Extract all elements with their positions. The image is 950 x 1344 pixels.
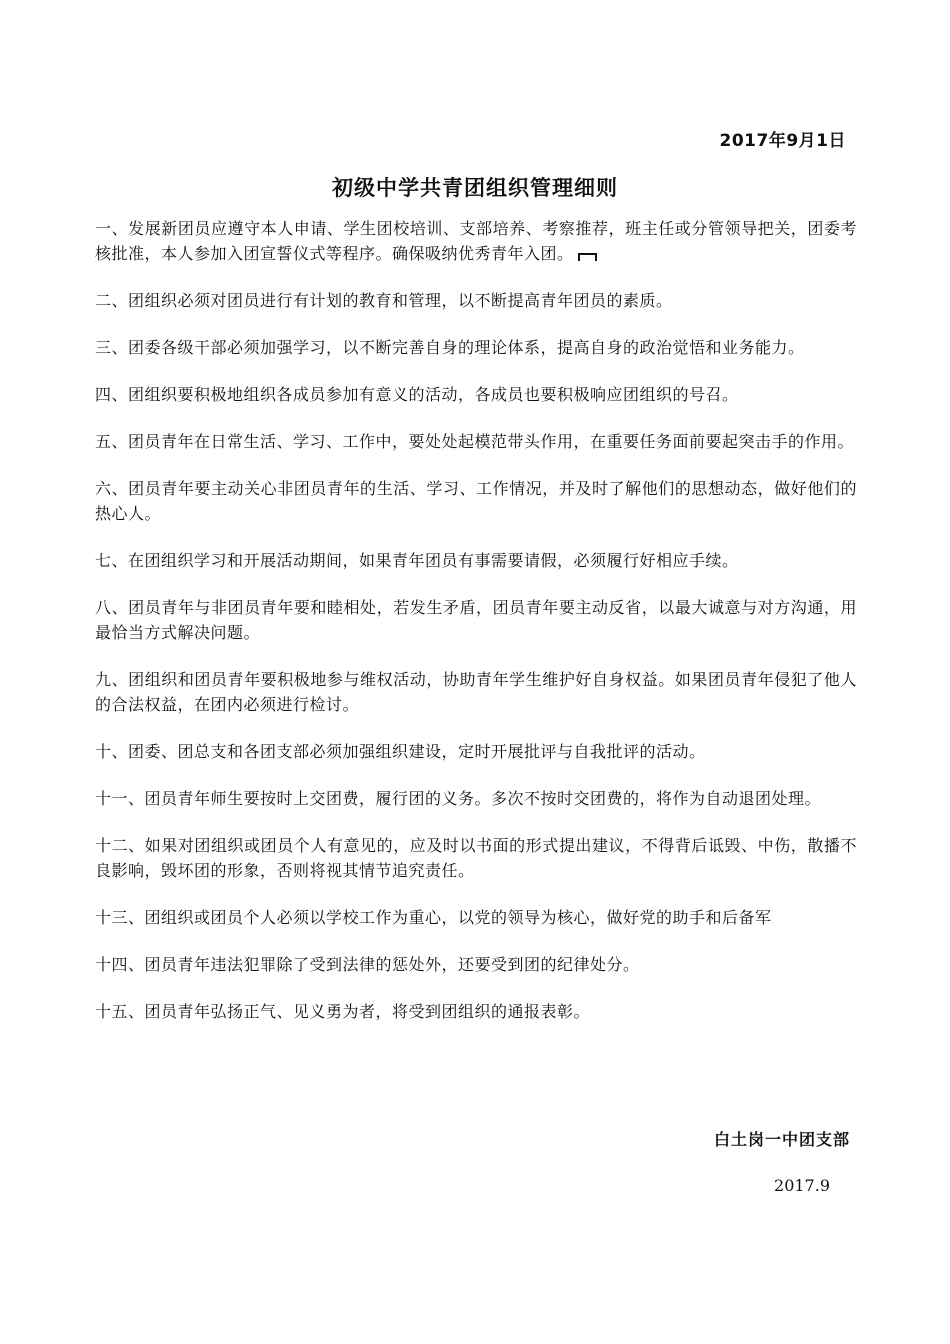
signature-date: 2017.9 [774, 1176, 830, 1195]
paragraph-10: 十、团委、团总支和各团支部必须加强组织建设，定时开展批评与自我批评的活动。 [95, 742, 706, 761]
paragraph-14: 十四、团员青年违法犯罪除了受到法律的惩处外，还要受到团的纪律处分。 [95, 955, 640, 974]
edit-mark-icon [578, 253, 597, 261]
document-title: 初级中学共青团组织管理细则 [332, 176, 618, 200]
paragraph-11: 十一、团员青年师生要按时上交团费，履行团的义务。多次不按时交团费的，将作为自动退团处理。 [95, 789, 822, 808]
header-date: 2017年9月1日 [719, 131, 846, 151]
paragraph-8: 八、团员青年与非团员青年要和睦相处，若发生矛盾，团员青年要主动反省，以最大诚意与对方沟通，用最恰当方式解决问题。 [95, 598, 857, 642]
paragraph-15: 十五、团员青年弘扬正气、见义勇为者，将受到团组织的通报表彰。 [95, 1002, 591, 1021]
paragraph-1-text: 一、发展新团员应遵守本人申请、学生团校培训、支部培养、考察推荐，班主任或分管领导把关，团委考核批准，本人参加入团宣誓仪式等程序。确保吸纳优秀青年入团。 [95, 219, 857, 263]
paragraph-13: 十三、团组织或团员个人必须以学校工作为重心，以党的领导为核心，做好党的助手和后备军 [95, 908, 772, 927]
document-body [95, 216, 857, 1046]
paragraph-7: 七、在团组织学习和开展活动期间，如果青年团员有事需要请假，必须履行好相应手续。 [95, 551, 739, 570]
paragraph-2: 二、团组织必须对团员进行有计划的教育和管理，以不断提高青年团员的素质。 [95, 291, 673, 310]
signature-organization: 白土岗一中团支部 [713, 1130, 850, 1149]
paragraph-9: 九、团组织和团员青年要积极地参与维权活动，协助青年学生维护好自身权益。如果团员青年侵犯了他人的合法权益，在团内必须进行检讨。 [95, 670, 857, 714]
paragraph-6: 六、团员青年要主动关心非团员青年的生活、学习、工作情况，并及时了解他们的思想动态，做好他们的热心人。 [95, 479, 857, 523]
paragraph-3: 三、团委各级干部必须加强学习，以不断完善自身的理论体系，提高自身的政治觉悟和业务能力。 [95, 338, 805, 357]
paragraph-12: 十二、如果对团组织或团员个人有意见的，应及时以书面的形式提出建议，不得背后诋毁、中伤，散播不良影响，毁坏团的形象，否则将视其情节追究责任。 [95, 836, 857, 880]
paragraph-5: 五、团员青年在日常生活、学习、工作中，要处处起模范带头作用，在重要任务面前要起突击手的作用。 [95, 432, 855, 451]
paragraph-1 [95, 216, 857, 266]
paragraph-4: 四、团组织要积极地组织各成员参加有意义的活动，各成员也要积极响应团组织的号召。 [95, 385, 739, 404]
